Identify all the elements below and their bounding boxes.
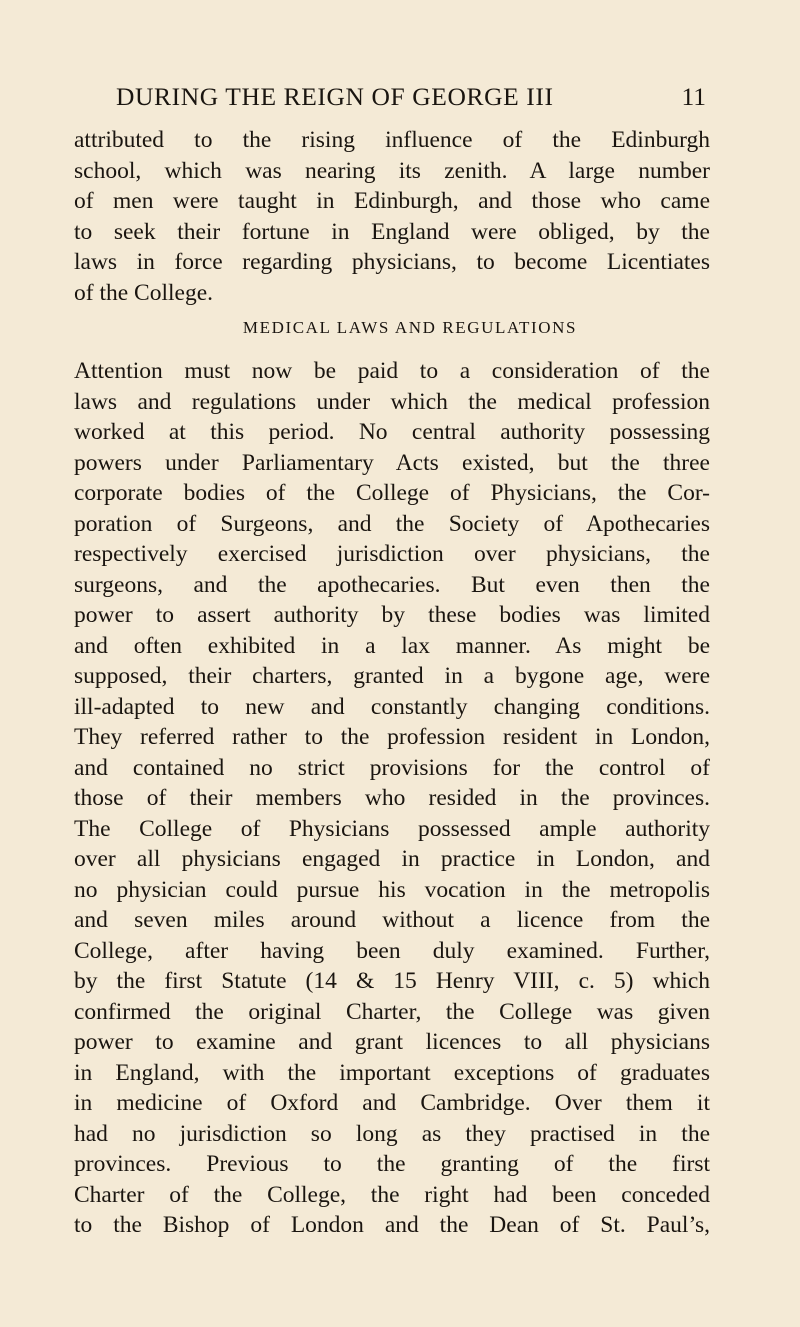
text-line: poration of Surgeons, and the Society of Apothecaries: [74, 510, 710, 537]
text-line: those of their members who resided in the provinces.: [74, 785, 710, 811]
text-line: by the first Statute (14 & 15 Henry VIII, c. 5) which: [74, 968, 710, 994]
text-line: supposed, their charters, granted in a bygone age, were: [74, 663, 710, 689]
text-line: attributed to the rising influence of the Edinburgh: [74, 127, 710, 153]
text-line: of the College.: [74, 279, 214, 306]
text-line: over all physicians engaged in practice in London, and: [74, 846, 710, 872]
text-line: provinces. Previous to the granting of the first: [74, 1151, 710, 1177]
running-head: [0, 82, 800, 118]
text-line: The College of Physicians possessed ample authority: [74, 815, 710, 842]
text-line: of men were taught in Edinburgh, and those who came: [74, 188, 710, 214]
text-line: school, which was nearing its zenith. A large number: [74, 157, 710, 184]
text-line: worked at this period. No central authority possessing: [74, 419, 710, 445]
running-head-title: DURING THE REIGN OF GEORGE III: [116, 82, 554, 111]
text-line: and contained no strict provisions for the control of: [74, 754, 710, 781]
text-line: corporate bodies of the College of Physicians, the Cor-: [74, 480, 710, 506]
text-line: and often exhibited in a lax manner. As might be: [74, 632, 710, 659]
text-line: in medicine of Oxford and Cambridge. Over them it: [74, 1090, 710, 1116]
page-number: 11: [681, 82, 706, 111]
text-line: confirmed the original Charter, the College was given: [74, 998, 710, 1025]
text-line: College, after having been duly examined. Further,: [74, 937, 710, 964]
text-line: Attention must now be paid to a consideration of the: [74, 358, 710, 384]
text-line: laws in force regarding physicians, to become Licentiates: [74, 249, 710, 275]
text-line: laws and regulations under which the medical profession: [74, 388, 710, 415]
text-line: ill-adapted to new and constantly changing conditions.: [74, 693, 710, 720]
text-line: surgeons, and the apothecaries. But even then the: [74, 571, 710, 598]
text-line: to seek their fortune in England were obliged, by the: [74, 218, 710, 245]
text-line: Charter of the College, the right had been conceded: [74, 1181, 710, 1208]
text-line: power to assert authority by these bodies was limited: [74, 602, 710, 628]
text-line: They referred rather to the profession resident in London,: [74, 724, 710, 750]
section-heading: MEDICAL LAWS AND REGULATIONS: [242, 318, 578, 337]
text-line: respectively exercised jurisdiction over physicians, the: [74, 541, 710, 567]
text-line: and seven miles around without a licence from the: [74, 907, 710, 933]
paragraph-1: [74, 125, 710, 308]
paragraph-2: [74, 356, 710, 1241]
text-line: in England, with the important exceptions of graduates: [74, 1059, 710, 1086]
text-line: power to examine and grant licences to all physicians: [74, 1029, 710, 1055]
text-line: powers under Parliamentary Acts existed, but the three: [74, 449, 710, 476]
text-line: to the Bishop of London and the Dean of St. Paul’s,: [74, 1212, 710, 1238]
text-line: had no jurisdiction so long as they practised in the: [74, 1120, 710, 1147]
text-line: no physician could pursue his vocation in the metropolis: [74, 876, 710, 903]
